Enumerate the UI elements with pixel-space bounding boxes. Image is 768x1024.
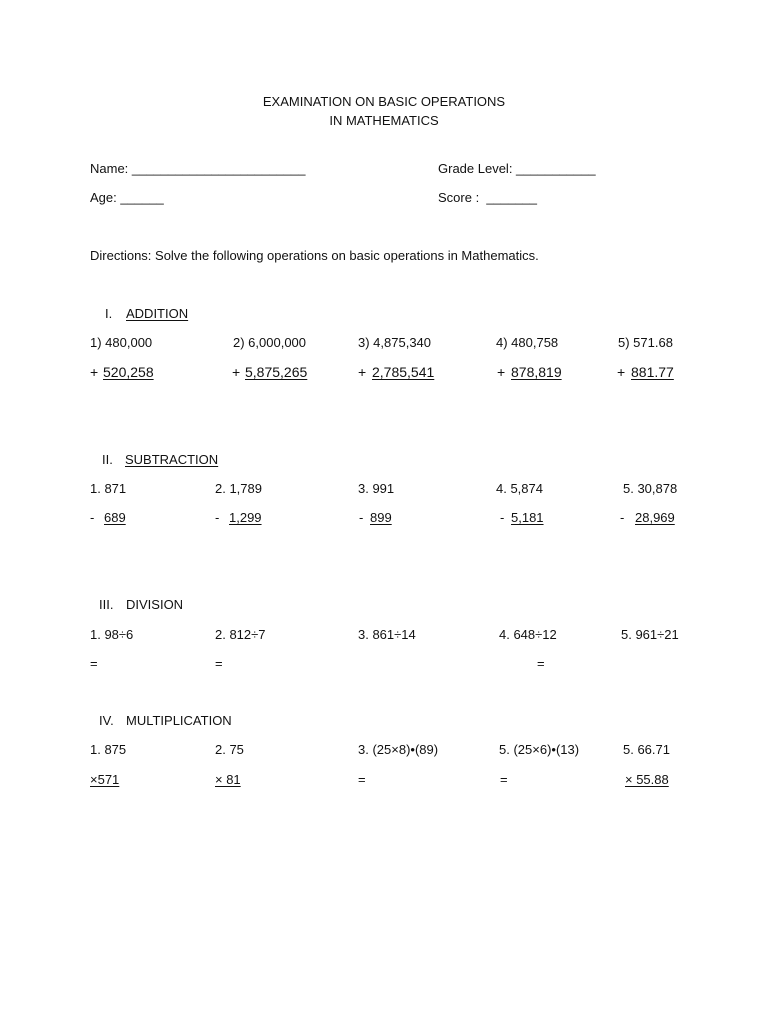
multiplication-problem-5-bottom: × 55.88 (625, 772, 669, 787)
addition-problem-3-bottom: 2,785,541 (372, 364, 435, 380)
addition-problem-5-bottom: 881.77 (631, 364, 674, 380)
subtraction-problem-5-bottom: 28,969 (635, 510, 675, 525)
subtraction-problem-4-bottom: 5,181 (511, 510, 544, 525)
division-problem-2-top: 2. 812÷7 (215, 627, 266, 642)
addition-problem-1-top: 1) 480,000 (90, 335, 153, 350)
multiplication-problem-1-top: 1. 875 (90, 742, 127, 757)
addition-problem-2-bottom: 5,875,265 (245, 364, 308, 380)
division-problem-1-answer: = (90, 656, 98, 671)
subtraction-heading: SUBTRACTION (125, 452, 219, 467)
subtraction-problem-5-op: - (620, 510, 625, 525)
subtraction-problem-4-op: - (500, 510, 505, 525)
addition-problem-2-top: 2) 6,000,000 (233, 335, 307, 350)
addition-problem-3-op: + (358, 364, 367, 380)
addition-problem-5-top: 5) 571.68 (618, 335, 673, 350)
subtraction-problem-3-top: 3. 991 (358, 481, 395, 496)
multiplication-numeral: IV. (99, 713, 114, 728)
addition-problem-1-op: + (90, 364, 99, 380)
multiplication-problem-2-top: 2. 75 (215, 742, 244, 757)
multiplication-problem-3-top: 3. (25×8)•(89) (358, 742, 439, 757)
directions-text: Directions: Solve the following operations on basic operations in Mathematics. (90, 248, 539, 263)
addition-problem-1-bottom: 520,258 (103, 364, 154, 380)
addition-numeral: I. (105, 306, 113, 321)
addition-problem-5-op: + (617, 364, 626, 380)
subtraction-problem-3-op: - (359, 510, 364, 525)
age-field[interactable]: Age: ______ (90, 190, 164, 205)
division-heading: DIVISION (126, 597, 184, 612)
name-field[interactable]: Name: ________________________ (90, 161, 306, 176)
addition-problem-4-op: + (497, 364, 506, 380)
division-problem-2-answer: = (215, 656, 223, 671)
subtraction-problem-5-top: 5. 30,878 (623, 481, 678, 496)
division-problem-4-top: 4. 648÷12 (499, 627, 557, 642)
multiplication-problem-2-bottom: × 81 (215, 772, 241, 787)
subtraction-problem-1-bottom: 689 (104, 510, 126, 525)
exam-title-line1: EXAMINATION ON BASIC OPERATIONS (262, 94, 506, 109)
addition-problem-4-bottom: 878,819 (511, 364, 562, 380)
multiplication-problem-4-top: 5. (25×6)•(13) (499, 742, 580, 757)
subtraction-numeral: II. (102, 452, 113, 467)
multiplication-problem-5-top: 5. 66.71 (623, 742, 670, 757)
addition-problem-4-top: 4) 480,758 (496, 335, 559, 350)
subtraction-problem-4-top: 4. 5,874 (496, 481, 543, 496)
grade-level-field[interactable]: Grade Level: ___________ (438, 161, 596, 176)
subtraction-problem-2-bottom: 1,299 (229, 510, 262, 525)
multiplication-heading: MULTIPLICATION (126, 713, 232, 728)
division-numeral: III. (99, 597, 114, 612)
subtraction-problem-2-top: 2. 1,789 (215, 481, 262, 496)
subtraction-problem-2-op: - (215, 510, 220, 525)
score-field[interactable]: Score : _______ (438, 190, 538, 205)
addition-problem-3-top: 3) 4,875,340 (358, 335, 432, 350)
subtraction-problem-3-bottom: 899 (370, 510, 392, 525)
exam-title-line2: IN MATHEMATICS (329, 113, 439, 128)
multiplication-problem-3-bottom: = (358, 772, 366, 787)
multiplication-problem-4-bottom: = (500, 772, 508, 787)
division-problem-1-top: 1. 98÷6 (90, 627, 134, 642)
subtraction-problem-1-op: - (90, 510, 95, 525)
subtraction-problem-1-top: 1. 871 (90, 481, 127, 496)
addition-problem-2-op: + (232, 364, 241, 380)
multiplication-problem-1-bottom: ×571 (90, 772, 120, 787)
addition-heading: ADDITION (126, 306, 189, 321)
division-problem-4-answer: = (537, 656, 545, 671)
division-problem-5-top: 5. 961÷21 (621, 627, 679, 642)
division-problem-3-top: 3. 861÷14 (358, 627, 416, 642)
